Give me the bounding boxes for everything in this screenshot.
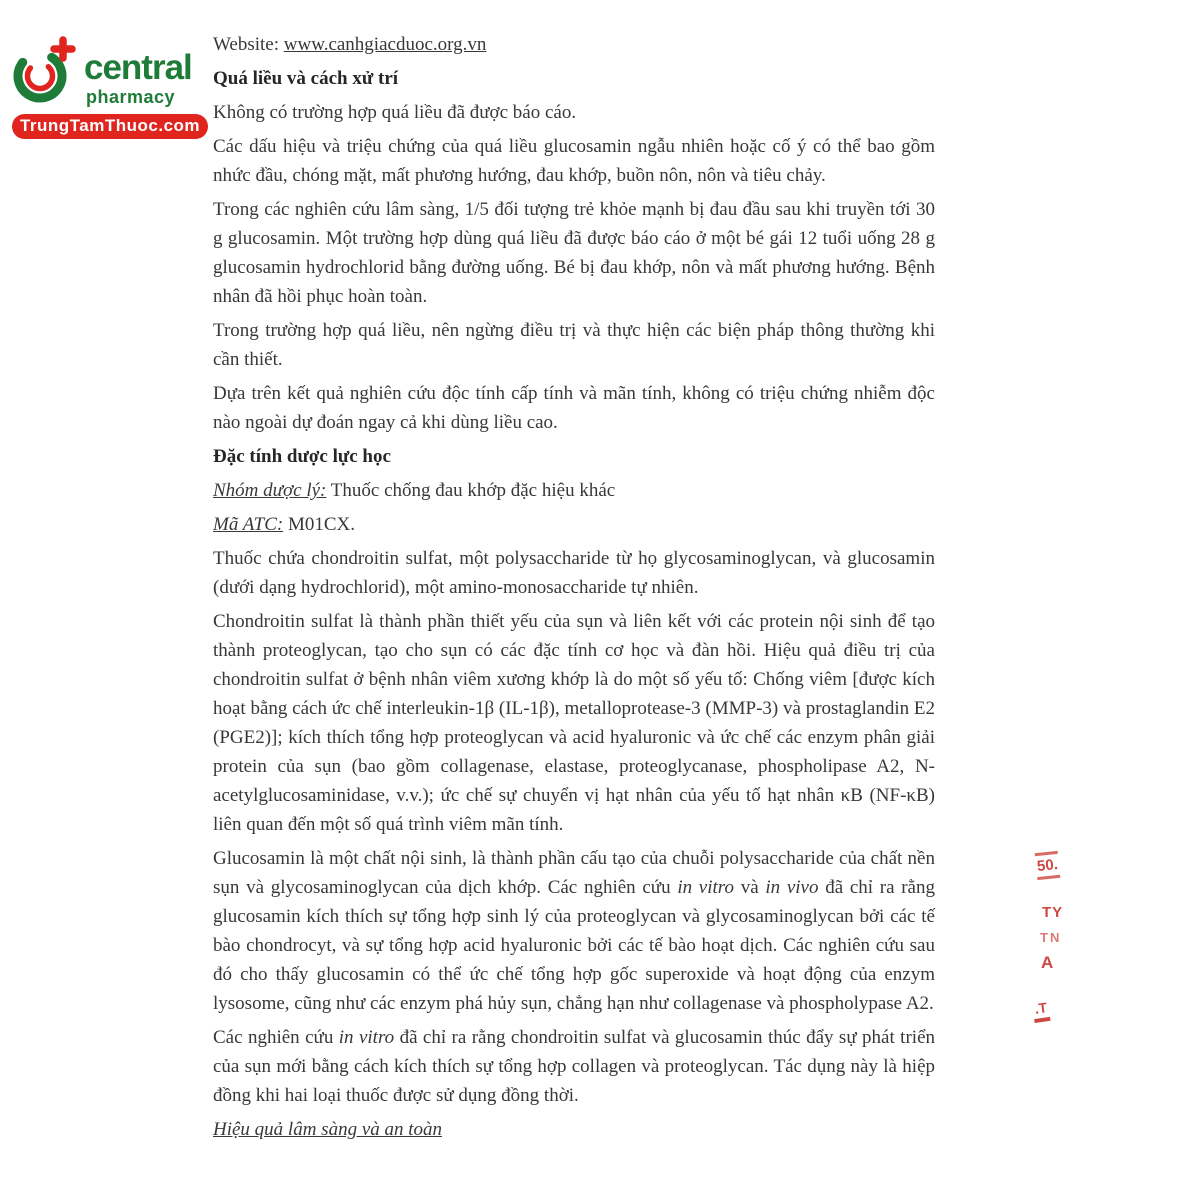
paragraph-no-overdose-case: Không có trường hợp quá liều đã được báo cáo. <box>213 102 577 123</box>
stamp-fragment: A <box>1041 953 1054 972</box>
pharm-group-label: Nhóm dược lý: <box>213 480 327 501</box>
text-run: đã chỉ ra rằng glucosamin kích thích sự tổng hợp sinh lý của proteoglycan và glycosaminoglycan bởi các tế bào chondrocyt, và sự tổng hợp acid hyaluronic bởi các tế bào hoạt dịch. Các nghiên cứu sau đó cho thấy glucosamin có thể ức chế tổng hợp gốc superoxide và hoạt động của enzym lysosome, cũng như các enzym phá hủy sụn, chẳng hạn như collagenase và phospholypase A2. <box>213 877 935 1014</box>
text-run-italic: in vitro <box>677 877 734 898</box>
text-run: Glucosamin là một chất nội sinh, là thành phần cấu tạo của chuỗi polysaccharide của chất nền sụn và glycosaminoglycan của dịch khớp. Các nghiên cứu <box>213 848 935 898</box>
atc-code-line <box>213 510 935 539</box>
c-plus-pharmacy-icon <box>12 36 78 106</box>
text-run-italic: in vitro <box>338 1027 395 1048</box>
website-url: www.canhgiacduoc.org.vn <box>283 34 487 55</box>
paragraph-toxicity-results: Dựa trên kết quả nghiên cứu độc tính cấp tính và mãn tính, không có triệu chứng nhiễm độc nào ngoài dự đoán ngay cả khi dùng liều cao. <box>213 383 935 433</box>
paragraph-clinical-studies: Trong các nghiên cứu lâm sàng, 1/5 đối tượng trẻ khỏe mạnh bị đau đầu sau khi truyền tới 30 g glucosamin. Một trường hợp dùng quá liều đã được báo cáo ở một bé gái 12 tuổi uống 28 g glucosamin hydrochlorid bằng đường uống. Bé bị đau khớp, nôn và mất phương hướng. Bệnh nhân đã hồi phục hoàn toàn. <box>213 199 935 307</box>
stamp-fragment: .T <box>1031 998 1050 1023</box>
pharm-group-value: Thuốc chống đau khớp đặc hiệu khác <box>326 480 616 501</box>
pharm-group-line <box>213 476 935 505</box>
logo-tagline-text: pharmacy <box>86 87 176 107</box>
document-body <box>213 30 935 1149</box>
paragraph-overdose-signs: Các dấu hiệu và triệu chứng của quá liều glucosamin ngẫu nhiên hoặc cố ý có thể bao gồm nhức đầu, chóng mặt, mất phương hướng, đau khớp, buồn nôn, nôn và tiêu chảy. <box>213 136 935 186</box>
stamp-fragment: TN <box>1040 930 1062 945</box>
text-run: đã chỉ ra rằng chondroitin sulfat và glucosamin thúc đẩy sự phát triển của sụn mới bằng cách kích thích sự tổng hợp collagen và proteoglycan. Tác dụng này là hiệp đồng khi hai loại thuốc được sử dụng đồng thời. <box>213 1027 935 1106</box>
logo-brand-text: central <box>84 48 192 87</box>
central-pharmacy-logo <box>12 36 212 139</box>
heading-clinical-efficacy: Hiệu quả lâm sàng và an toàn <box>213 1119 443 1140</box>
website-label: Website: <box>213 34 284 55</box>
text-run: và <box>733 877 766 898</box>
atc-label: Mã ATC: <box>213 514 284 535</box>
heading-pharmacodynamics: Đặc tính dược lực học <box>213 446 391 467</box>
stamp-fragment: 50. <box>1035 851 1061 880</box>
stamp-fragment: TY <box>1042 904 1064 921</box>
website-line <box>213 30 935 59</box>
heading-overdose: Quá liều và cách xử trí <box>213 68 399 89</box>
logo-top-row <box>12 36 212 106</box>
paragraph-invitro-synergy <box>213 1023 935 1110</box>
paragraph-glucosamine <box>213 844 935 1018</box>
atc-value: M01CX. <box>283 514 355 535</box>
text-run: Các nghiên cứu <box>213 1027 339 1048</box>
paragraph-chondroitin: Chondroitin sulfat là thành phần thiết yếu của sụn và liên kết với các protein nội sinh để tạo thành proteoglycan, tạo cho sụn có các đặc tính cơ học và đàn hồi. Hiệu quả điều trị của chondroitin sulfat ở bệnh nhân viêm xương khớp là do một số yếu tố: Chống viêm [được kích hoạt bằng cách ức chế interleukin-1β (IL-1β), metalloprotease-3 (MMP-3) và prostaglandin E2 (PGE2)]; kích thích tổng hợp proteoglycan và acid hyaluronic và ức chế các enzym phân giải protein của sụn (bao gồm collagenase, elastase, proteoglycanase, phospholipase A2, N-acetylglucosaminidase, v.v.); ức chế sự chuyển vị hạt nhân của yếu tố hạt nhân κB (NF-κB) liên quan đến một số quá trình viêm mãn tính. <box>213 611 935 835</box>
paragraph-in-case-of-overdose: Trong trường hợp quá liều, nên ngừng điều trị và thực hiện các biện pháp thông thường khi cần thiết. <box>213 320 935 370</box>
paragraph-composition: Thuốc chứa chondroitin sulfat, một polysaccharide từ họ glycosaminoglycan, và glucosamin (dưới dạng hydrochlorid), một amino-monosaccharide tự nhiên. <box>213 548 935 598</box>
logo-text-block <box>84 36 192 106</box>
text-run-italic: in vivo <box>765 877 819 898</box>
logo-banner: TrungTamThuoc.com <box>12 114 208 139</box>
